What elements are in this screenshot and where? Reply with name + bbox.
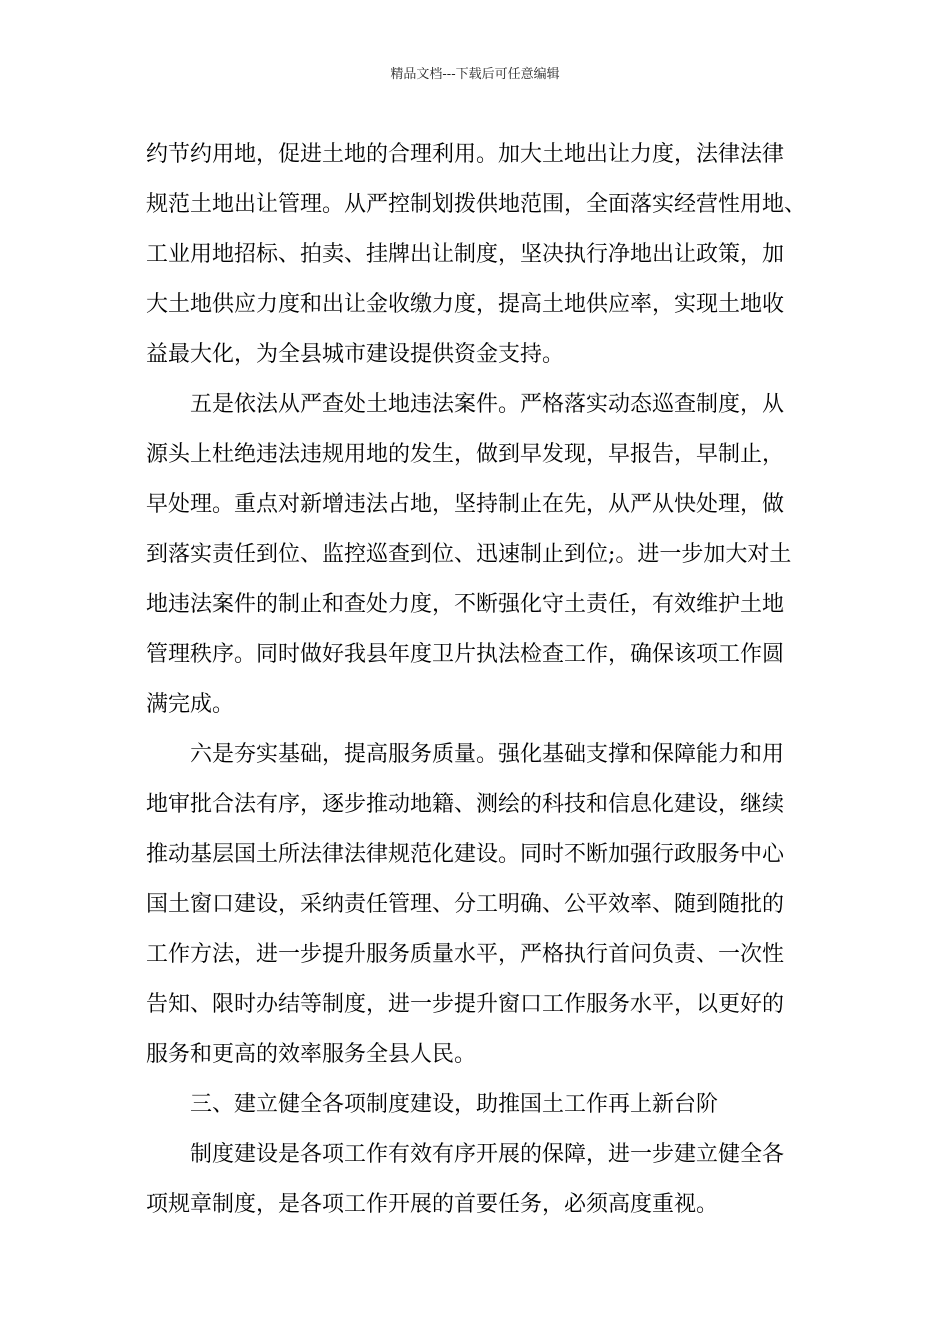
text-line: 管理秩序。同时做好我县年度卫片执法检查工作，确保该项工作圆 xyxy=(146,642,785,667)
text-line: 满完成。 xyxy=(146,692,235,717)
text-line: 源头上杜绝违法违规用地的发生，做到早发现，早报告，早制止， xyxy=(146,442,785,467)
text-line: 地审批合法有序，逐步推动地籍、测绘的科技和信息化建设，继续 xyxy=(146,792,785,817)
text-line: 工作方法，进一步提升服务质量水平，严格执行首问负责、一次性 xyxy=(146,942,785,967)
text-line: 三、建立健全各项制度建设，助推国土工作再上新台阶 xyxy=(190,1092,719,1117)
text-line: 推动基层国土所法律法律规范化建设。同时不断加强行政服务中心 xyxy=(146,842,785,867)
text-line: 服务和更高的效率服务全县人民。 xyxy=(146,1042,477,1067)
text-line: 益最大化，为全县城市建设提供资金支持。 xyxy=(146,342,565,367)
text-line: 告知、限时办结等制度，进一步提升窗口工作服务水平，以更好的 xyxy=(146,992,785,1017)
text-line: 工业用地招标、拍卖、挂牌出让制度，坚决执行净地出让政策，加 xyxy=(146,242,785,267)
text-line: 到落实责任到位、监控巡查到位、迅速制止到位;。进一步加大对土 xyxy=(146,542,792,567)
text-line: 规范土地出让管理。从严控制划拨供地范围，全面落实经营性用地、 xyxy=(146,192,807,217)
page-header: 精品文档---下载后可任意编辑 xyxy=(390,67,560,82)
text-line: 六是夯实基础，提高服务质量。强化基础支撑和保障能力和用 xyxy=(190,742,785,767)
text-line: 约节约用地，促进土地的合理利用。加大土地出让力度，法律法律 xyxy=(146,142,785,167)
text-line: 大土地供应力度和出让金收缴力度，提高土地供应率，实现土地收 xyxy=(146,292,785,317)
text-line: 国土窗口建设，采纳责任管理、分工明确、公平效率、随到随批的 xyxy=(146,892,785,917)
text-line: 地违法案件的制止和查处力度，不断强化守土责任，有效维护土地 xyxy=(146,592,785,617)
text-line: 制度建设是各项工作有效有序开展的保障，进一步建立健全各 xyxy=(190,1142,785,1167)
text-line: 早处理。重点对新增违法占地，坚持制止在先，从严从快处理，做 xyxy=(146,492,785,517)
text-line: 项规章制度，是各项工作开展的首要任务，必须高度重视。 xyxy=(146,1192,719,1217)
document-body xyxy=(146,130,808,1230)
text-line: 五是依法从严查处土地违法案件。严格落实动态巡查制度，从 xyxy=(190,392,785,417)
